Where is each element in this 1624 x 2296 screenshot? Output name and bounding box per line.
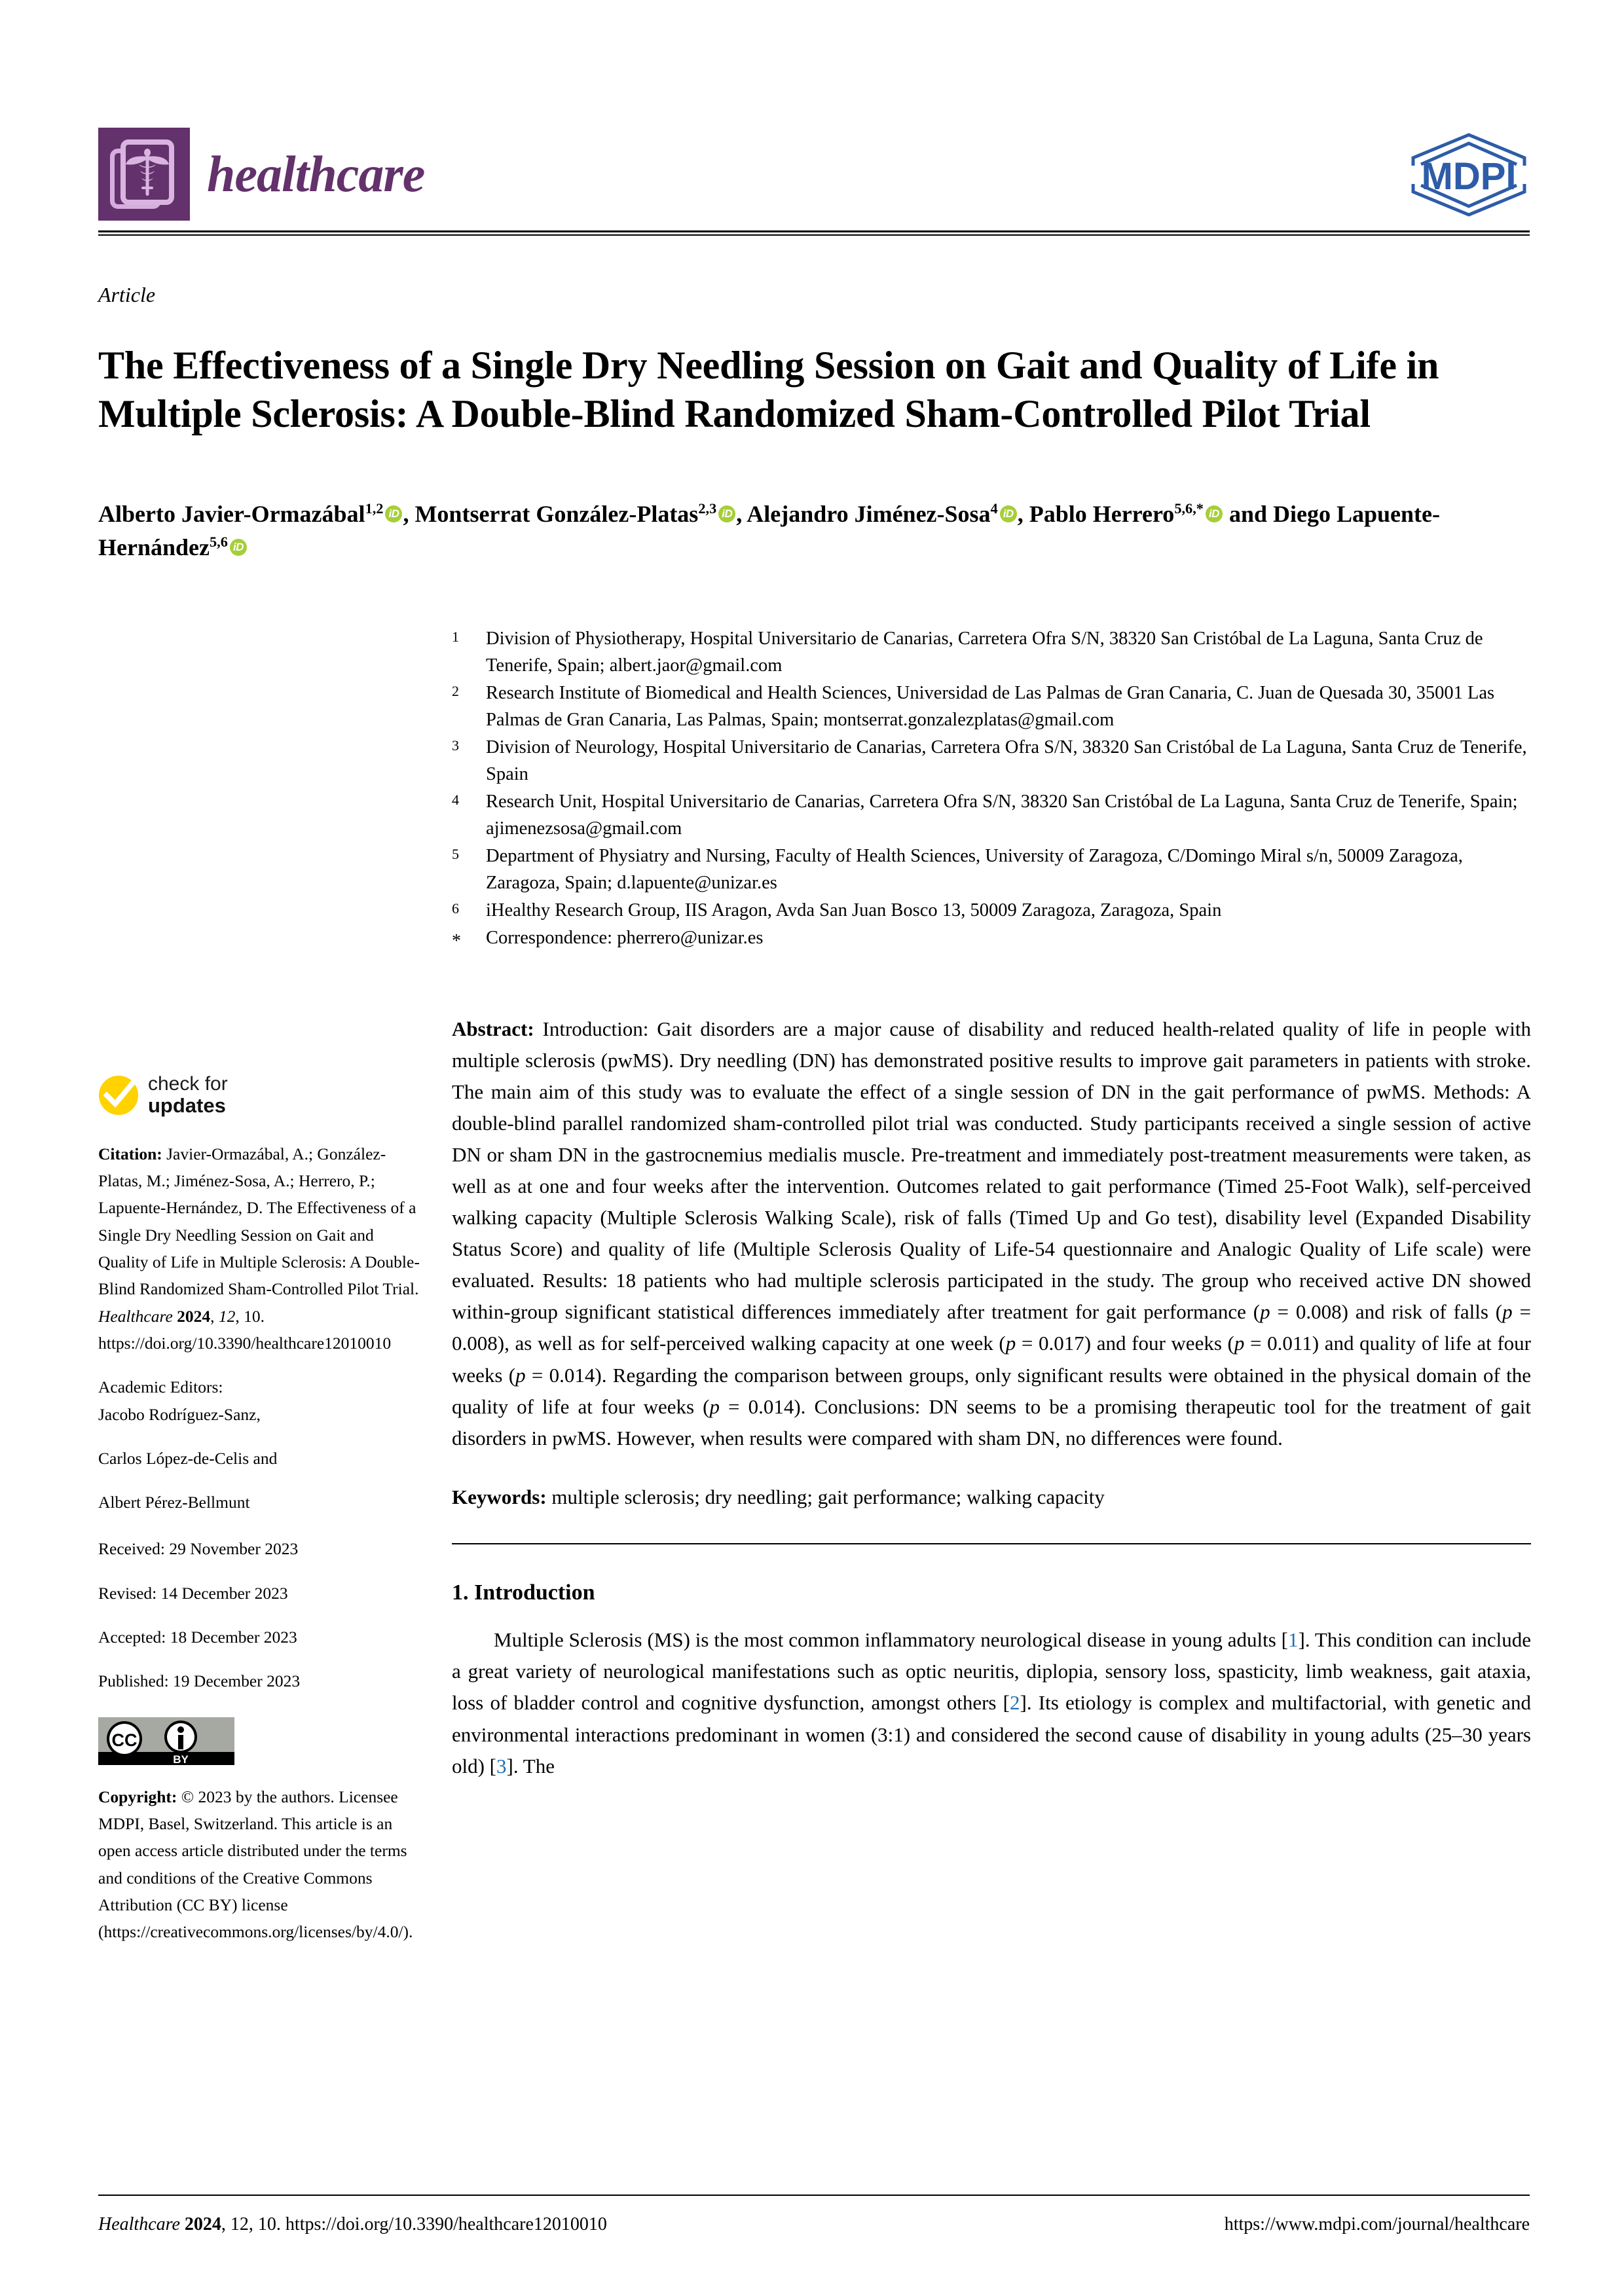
yellow-check-badge-icon <box>98 1075 139 1116</box>
abstract-text: = 0.008) and risk of falls ( <box>1270 1300 1503 1324</box>
accepted-date: Accepted: 18 December 2023 <box>98 1628 297 1647</box>
citation-reference-link[interactable]: 3 <box>496 1754 507 1777</box>
main-content <box>452 1013 1531 1782</box>
masthead <box>98 128 1530 232</box>
author-affiliation-sup: 2,3 <box>698 500 717 517</box>
page-title: The Effectiveness of a Single Dry Needling Session on Gait and Quality of Life in Multiple Sclerosis: A Double-Blind Randomized Sham-Controlled Pilot Trial <box>98 344 1439 435</box>
citation-reference-link[interactable]: 2 <box>1010 1691 1020 1715</box>
academic-editor-name: Jacobo Rodríguez-Sanz, <box>98 1404 261 1424</box>
abstract-text: = 0.008), as well as for self-perceived walking capacity at one week ( <box>452 1300 1532 1355</box>
author-name: Montserrat González-Platas <box>415 501 699 527</box>
citation-block: Citation: Javier-Ormazábal, A.; González-Platas, M.; Jiménez-Sosa, A.; Herrero, P.; Lapuente-Hernández, D. The Effectiveness of a Single Dry Needling Session on Gait and Quality of Life in Multiple Sclerosis: A Double-Blind Randomized Sham-Controlled Pilot Trial. Healthcare 2024, 12, 10. https://doi.org/10.3390/healthcare12010010 <box>98 1144 420 1353</box>
revised-date: Revised: 14 December 2023 <box>98 1583 288 1603</box>
svg-text:CC: CC <box>111 1730 138 1750</box>
affiliation-number: 6 <box>452 900 459 917</box>
check-for-updates-line2: updates <box>148 1094 226 1118</box>
creative-commons-by-icon[interactable] <box>98 1717 234 1765</box>
keywords-text: multiple sclerosis; dry needling; gait performance; walking capacity <box>546 1485 1105 1508</box>
orcid-icon[interactable]: iD <box>1000 505 1017 522</box>
author-item[interactable] <box>747 501 1017 527</box>
correspondence-text: Correspondence: pherrero@unizar.es <box>486 928 764 949</box>
affiliation-number: 4 <box>452 792 459 809</box>
p-value-italic: p <box>515 1363 526 1387</box>
citation-label: Citation: <box>98 1144 162 1163</box>
academic-editor-name: Carlos López-de-Celis and <box>98 1448 278 1468</box>
affiliation-row <box>452 897 1532 924</box>
body-text: Multiple Sclerosis (MS) is the most common inflammatory neurological disease in young adults [ <box>494 1628 1288 1652</box>
introduction-heading: 1. Introduction <box>452 1580 595 1605</box>
affiliation-text: Research Unit, Hospital Universitario de Canarias, Carretera Ofra S/N, 38320 San Cristóbal de La Laguna, Santa Cruz de Tenerife, Spain; ajimenezsosa@gmail.com <box>486 792 1518 839</box>
affiliation-text: Research Institute of Biomedical and Health Sciences, Universidad de Las Palmas de Gran Canaria, C. Juan de Quesada 30, 35001 Las Palmas de Gran Canaria, Las Palmas, Spain; montserrat.gonzalezplatas@gmail.com <box>486 683 1495 731</box>
article-type-label: Article <box>98 283 156 306</box>
p-value-italic: p <box>1260 1300 1270 1324</box>
abstract-text: = 0.017) and four weeks ( <box>1016 1332 1234 1355</box>
footer-year: 2024 <box>184 2214 221 2234</box>
affiliation-text: Department of Physiatry and Nursing, Faculty of Health Sciences, University of Zaragoza, C/Domingo Miral s/n, 50009 Zaragoza, Zaragoza, Spain; d.lapuente@unizar.es <box>486 846 1463 894</box>
caduceus-icon <box>124 146 170 200</box>
check-for-updates-badge[interactable] <box>98 1074 426 1117</box>
copyright-block <box>98 1783 426 1946</box>
author-name: and Diego Lapuente-Hernández <box>98 501 1440 561</box>
journal-title: healthcare <box>207 145 425 202</box>
author-name: Alberto Javier-Ormazábal <box>98 501 365 527</box>
copyright-label: Copyright: <box>98 1787 177 1806</box>
affiliation-row <box>452 843 1532 896</box>
section-divider <box>452 1543 1531 1544</box>
footer-doi: , 12, 10. https://doi.org/10.3390/healthcare12010010 <box>221 2214 607 2234</box>
abstract-label: Abstract: <box>452 1017 534 1040</box>
copyright-text: © 2023 by the authors. Licensee MDPI, Basel, Switzerland. This article is an open access article distributed under the terms and conditions of the Creative Commons Attribution (CC BY) license (https://creativecommons.org/licenses/by/4.0/). <box>98 1787 413 1942</box>
abstract-text: Introduction: Gait disorders are a major cause of disability and reduced health-related quality of life in people with multiple sclerosis (pwMS). Dry needling (DN) has demonstrated positive results to improve gait parameters in patients with stroke. The main aim of this study was to evaluate the effect of a single session of DN in the gait performance of pwMS. Methods: A double-blind parallel randomized sham-controlled pilot trial was conducted. Study participants received a single session of active DN or sham DN in the gastrocnemius medialis muscle. Pre-treatment and immediately post-treatment measurements were taken, as well as at one and four weeks after the intervention. Outcomes related to gait performance (Timed 25-Foot Walk), self-perceived walking capacity (Multiple Sclerosis Walking Scale), risk of falls (Timed Up and Go test), disability level (Expanded Disability Status Score) and quality of life (Multiple Sclerosis Quality of Life-54 questionnaire and Analogic Quality of Life scale) were evaluated. Results: 18 patients who had multiple sclerosis participated in the study. The group who received active DN showed within-group significant statistical differences immediately after treatment for gait performance ( <box>452 1017 1531 1324</box>
academic-editors-label: Academic Editors: <box>98 1377 223 1397</box>
check-for-updates-label <box>148 1074 228 1117</box>
svg-text:BY: BY <box>173 1753 189 1765</box>
affiliations-list <box>452 625 1532 956</box>
author-separator: , <box>1017 501 1029 527</box>
orcid-icon[interactable]: iD <box>230 539 247 556</box>
citation-authors: Javier-Ormazábal, A.; González-Platas, M.; Jiménez-Sosa, A.; Herrero, P.; Lapuente-Hernández, D. <box>98 1144 386 1218</box>
orcid-icon[interactable]: iD <box>1206 505 1223 522</box>
affiliation-text: Division of Physiotherapy, Hospital Universitario de Canarias, Carretera Ofra S/N, 38320 San Cristóbal de La Laguna, Santa Cruz de Tenerife, Spain; albert.jaor@gmail.com <box>486 629 1483 676</box>
footer-divider <box>98 2195 1530 2196</box>
abstract-text: = 0.014). Conclusions: DN seems to be a promising therapeutic tool for the treatment of gait disorders in pwMS. However, when results were compared with sham DN, no differences were found. <box>452 1394 1531 1449</box>
affiliation-text: iHealthy Research Group, IIS Aragon, Avda San Juan Bosco 13, 50009 Zaragoza, Zaragoza, Spain <box>486 900 1222 921</box>
header-divider <box>98 230 1530 236</box>
check-for-updates-line1: check for <box>148 1073 228 1095</box>
citation-journal: Healthcare <box>98 1306 173 1326</box>
citation-volume: 12 <box>218 1306 236 1326</box>
abstract-text: = 0.011) and quality of life at four weeks ( <box>452 1332 1531 1387</box>
keywords-label: Keywords: <box>452 1485 547 1508</box>
p-value-italic: p <box>1234 1332 1245 1355</box>
footer-journal-url[interactable]: https://www.mdpi.com/journal/healthcare <box>1224 2214 1530 2234</box>
affiliation-row <box>452 734 1532 788</box>
body-text: ]. The <box>506 1754 555 1777</box>
citation-pages: 10. <box>244 1306 265 1326</box>
affiliation-number: 1 <box>452 629 459 645</box>
correspondence-marker: * <box>452 931 461 952</box>
correspondence-row <box>452 924 1532 955</box>
page-footer <box>98 2214 1530 2235</box>
author-affiliation-sup: 4 <box>990 500 998 517</box>
footer-citation <box>98 2214 607 2235</box>
footer-journal-name: Healthcare <box>98 2214 180 2234</box>
p-value-italic: p <box>709 1394 720 1418</box>
author-affiliation-sup: 5,6 <box>209 534 228 551</box>
affiliation-text: Division of Neurology, Hospital Universitario de Canarias, Carretera Ofra S/N, 38320 San Cristóbal de La Laguna, Santa Cruz de Tenerife, Spain <box>486 737 1527 785</box>
journal-brand <box>98 128 424 221</box>
body-text: ]. Its etiology is complex and multifactorial, with genetic and environmental interactions predominant in women (3:1) and considered the second cause of disability in young adults (25–30 years old) [ <box>452 1691 1531 1777</box>
affiliation-number: 5 <box>452 846 459 863</box>
author-item[interactable] <box>415 501 736 527</box>
affiliation-row <box>452 680 1532 733</box>
affiliation-row <box>452 788 1532 842</box>
author-separator: , <box>736 501 747 527</box>
orcid-icon[interactable]: iD <box>718 505 735 522</box>
affiliation-row <box>452 625 1532 679</box>
citation-reference-link[interactable]: 1 <box>1288 1628 1299 1652</box>
introduction-paragraph <box>452 1624 1531 1781</box>
sidebar <box>98 1074 426 1962</box>
citation-title: The Effectiveness of a Single Dry Needling Session on Gait and Quality of Life in Multiple Sclerosis: A Double-Blind Randomized Sham-Controlled Pilot Trial. <box>98 1198 420 1299</box>
author-name: Pablo Herrero <box>1029 501 1175 527</box>
citation-doi[interactable]: https://doi.org/10.3390/healthcare12010010 <box>98 1333 392 1353</box>
abstract-block <box>452 1013 1531 1454</box>
received-date: Received: 29 November 2023 <box>98 1539 299 1559</box>
author-affiliation-sup: 1,2 <box>365 500 384 517</box>
keywords-block <box>452 1482 1531 1513</box>
author-name: Alejandro Jiménez-Sosa <box>747 501 991 527</box>
author-separator: , <box>403 501 415 527</box>
affiliation-number: 2 <box>452 683 459 700</box>
affiliation-number: 3 <box>452 737 459 754</box>
abstract-text: = 0.014). Regarding the comparison between groups, only significant results were obtained in the physical domain of the quality of life at four weeks ( <box>452 1363 1531 1418</box>
body-text: ]. This condition can include a great variety of neurological manifestations such as optic neuritis, diplopia, sensory loss, spasticity, limb weakness, gait ataxia, loss of bladder control and cognitive dysfunction, amongst others [ <box>452 1628 1531 1715</box>
author-item[interactable] <box>98 501 403 527</box>
mdpi-wordmark: MDPI <box>1421 155 1517 198</box>
author-separator <box>1223 501 1229 527</box>
mdpi-logo-icon <box>1408 132 1530 218</box>
author-item[interactable] <box>1029 501 1223 527</box>
author-affiliation-sup: 5,6,* <box>1174 500 1204 517</box>
p-value-italic: p <box>1005 1332 1016 1355</box>
journal-logo-icon <box>98 128 190 221</box>
p-value-italic: p <box>1502 1300 1513 1324</box>
author-list <box>98 498 1539 564</box>
published-date: Published: 19 December 2023 <box>98 1671 301 1691</box>
citation-year: 2024 <box>177 1306 211 1326</box>
orcid-icon[interactable]: iD <box>385 505 402 522</box>
academic-editor-name: Albert Pérez-Bellmunt <box>98 1493 250 1512</box>
